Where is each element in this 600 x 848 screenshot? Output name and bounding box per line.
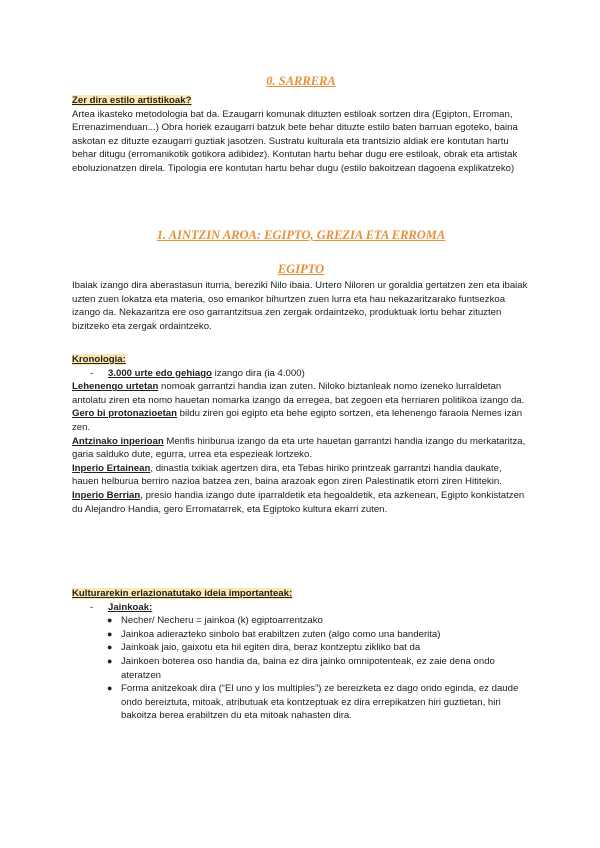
intro-paragraph: Artea ikasteko metodologia bat da. Ezaugarri komunak dituzten estiloak sortzen dira (Egipton, Erroman, Errenazimenduan...) Obra horiek ezaugarri batzuk bete behar dituzte estilo baten barruan egoteko, baina askotan ez dituzte ezaugarri guztiak jasotzen. Sustratu kulturala eta trantsizio aldiak ere kontutan hartu behar ditugu (erromanikotik gotikora adibidez). Kontutan hartu behar dugu ere estiloak, obrak eta artistak eboluzionatzen direla. Tipologia ere kontutan hartu behar dugu (estilo bakoitzean dagoena explikatzeko): [72, 108, 518, 174]
kronologia-item: Antzinako inperioan Menfis hiriburua izango da eta urte hauetan garrantzi handia izango du merkataritza, garia salduko dute, egurra, urrea eta espezieak lortzeko.: [72, 435, 526, 461]
question-heading: Zer dira estilo artistikoak?: [72, 95, 192, 106]
section-egipto: [72, 262, 530, 277]
list-item: ● Jainkoa adierazteko sinbolo bat erabiltzen zuten (algo como una banderita): [107, 628, 441, 640]
kultura-heading: Kulturarekin erlazionatutako ideia importanteak:: [72, 588, 293, 599]
kultura-block: [72, 587, 530, 723]
section-title-sarrera: 0. SARRERA: [266, 74, 336, 88]
dash-rest: izango dira (ia 4.000): [211, 367, 305, 379]
dash-bold: 3.000 urte edo gehiago: [108, 367, 212, 379]
kronologia-block: [72, 353, 530, 516]
kronologia-heading: Kronologia:: [72, 354, 126, 365]
kronologia-item: Inperio Ertainean, dinastia txikiak agertzen dira, eta Tebas hiriko printzeak garrantzi handia daukate, hauen helburua berriro nazioa batzea zen, baina arazoak egon ziren Palestinatik etorri ziren Hititekin.: [72, 462, 502, 488]
egipto-block: [72, 279, 530, 333]
kronologia-item: Gero bi protonazioetan bildu ziren goi egipto eta behe egipto sortzen, eta lehenengo faraoia Nemes izan zen.: [72, 408, 523, 433]
kronologia-item: Lehenengo urtetan nomoak garrantzi handia izan zuten. Niloko biztanleak nomo izeneko lurraldetan antolatu ziren eta nomo hauetan nomarka izango da erregea, bat zegoen eta herriaren politikoa izango da.: [72, 381, 525, 406]
jainkoak-list: [72, 614, 530, 723]
kronologia-dash-item: - 3.000 urte edo gehiago izango dira (ia 4.000): [90, 367, 305, 379]
section-sarrera: [72, 74, 530, 89]
section-title-aintzin: 1. AINTZIN AROA: EGIPTO, GREZIA ETA ERROMA: [156, 228, 446, 242]
list-item: ● Forma anitzekoak dira (“El uno y los multiples”) ze bereizketa ez dago ondo eginda, ez daude ondo bereiztuta, mitoak, atributuak eta kontzeptuak ez dira errepikatzen hiri guztietan, hiri bakoitza berea erabiltzen du eta mitoak nahasten dira.: [107, 683, 519, 722]
list-item: ● Necher/ Necheru = jainkoa (k) egiptoarrentzako: [107, 615, 323, 627]
list-item: ● Jainkoak jaio, gaixotu eta hil egiten dira, beraz kontzeptu zikliko bat da: [107, 642, 421, 654]
subsection-title-egipto: EGIPTO: [277, 262, 325, 276]
list-item: ● Jainkoen boterea oso handia da, baina ez dira jainko omnipotenteak, ez zaie dena ondo ateratzen: [107, 655, 495, 681]
egipto-paragraph: Ibaiak izango dira aberastasun iturria, bereziki Nilo ibaia. Urtero Niloren ur goraldia gertatzen zen eta ibaiak uzten zuen lokatza eta materia, oso emankor bihurtzen zuen lurra eta hau nekazaritzarako funtsezkoa izango da. Nekazaritza ere oso garrantzitsua zen zergak ordaintzeko, produktuak lortu behar zituzten bizitzeko eta zergak ordaintzeko.: [72, 280, 528, 332]
section-aintzin: [72, 228, 530, 243]
jainkoak-item: - Jainkoak:: [90, 601, 153, 613]
intro-block: [72, 94, 530, 176]
jainkoak-heading: Jainkoak:: [108, 601, 153, 613]
kronologia-item: Inperio Berrian, presio handia izango dute iparraldetik eta hegoaldetik, eta azkenean, Egipto konkistatzen du Alejandro Handia, gero Erromatarrek, eta Egiptoko kultura ekarri zuten.: [72, 489, 525, 515]
